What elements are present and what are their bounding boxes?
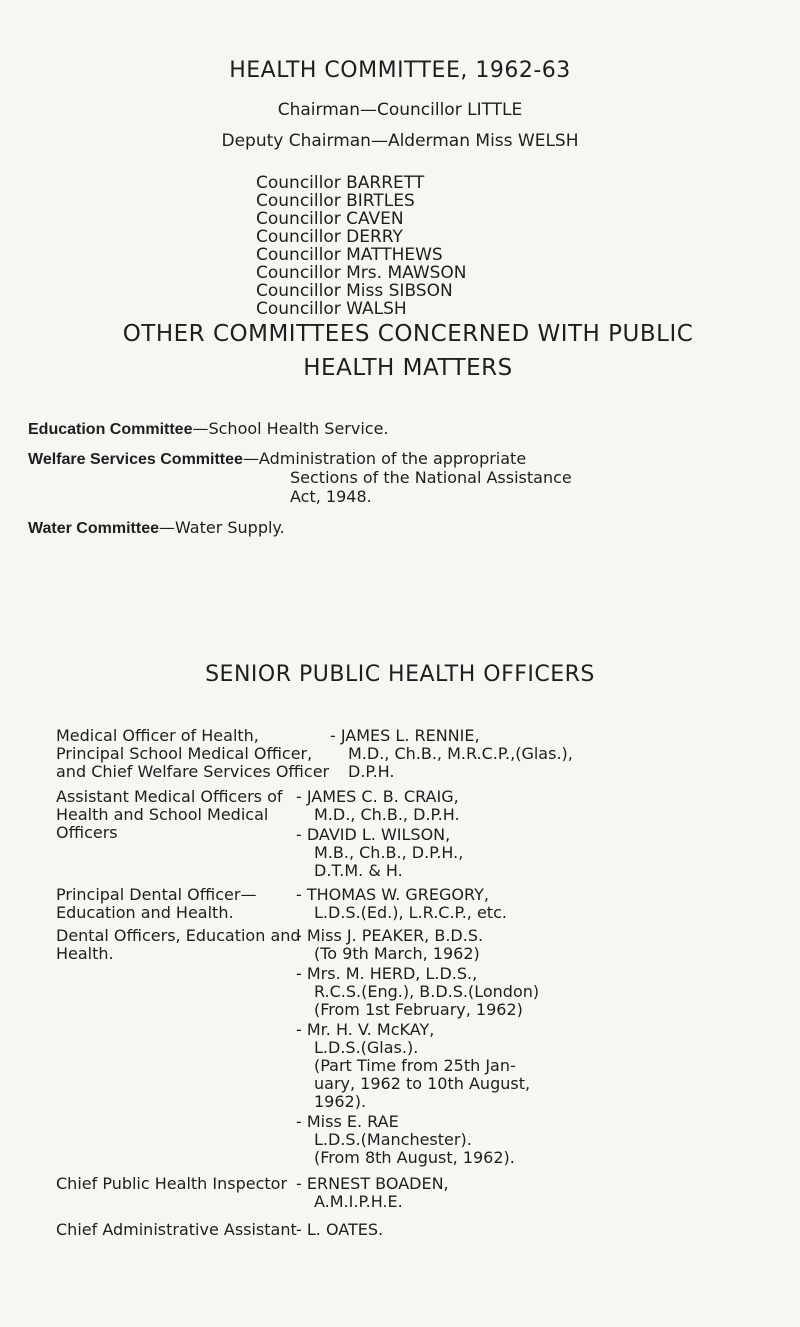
chairman-line: Chairman—Councillor LITTLE — [277, 100, 523, 120]
dental-officers-names — [296, 927, 539, 1167]
officer-name-line: L.D.S.(Glas.). — [314, 1038, 419, 1057]
officer-title-line: Officers — [56, 823, 118, 842]
officer-name-line: 1962). — [314, 1092, 367, 1111]
committee-members-list — [256, 174, 467, 318]
health-committee-title: HEALTH COMMITTEE, 1962-63 — [229, 58, 571, 83]
deputy-chairman-line: Deputy Chairman—Alderman Miss WELSH — [221, 131, 579, 151]
officer-name-line: (From 1st February, 1962) — [314, 1000, 523, 1019]
member-item: Councillor CAVEN — [256, 209, 404, 229]
officer-title-line: Health. — [56, 944, 114, 963]
member-item: Councillor MATTHEWS — [256, 245, 443, 265]
officer-title-line: Chief Administrative Assistant — [56, 1220, 297, 1239]
committee-name: Water Committee — [28, 520, 159, 537]
officer-name-line: M.D., Ch.B., D.P.H. — [314, 805, 460, 824]
officer-title-line: and Chief Welfare Services Officer — [56, 762, 330, 781]
officer-name-line: D.T.M. & H. — [314, 861, 403, 880]
member-item: Councillor BIRTLES — [256, 191, 415, 211]
officer-name-line: M.B., Ch.B., D.P.H., — [314, 843, 464, 862]
committee-desc-line: Act, 1948. — [290, 487, 372, 506]
officer-title-line: Dental Officers, Education and — [56, 926, 301, 945]
other-committees-title-line2: HEALTH MATTERS — [303, 355, 513, 381]
pdo-name — [296, 886, 507, 922]
committee-name: Welfare Services Committee — [28, 451, 243, 468]
officer-name-line: A.M.I.P.H.E. — [314, 1192, 403, 1211]
committee-desc-line: Sections of the National Assistance — [290, 468, 572, 487]
officer-name-line: - DAVID L. WILSON, — [296, 825, 451, 844]
cphi-name — [296, 1175, 449, 1211]
other-committees-title-line1: OTHER COMMITTEES CONCERNED WITH PUBLIC — [122, 321, 694, 347]
officer-name-line: - Mrs. M. HERD, L.D.S., — [296, 964, 478, 983]
officer-name-line: - L. OATES. — [296, 1220, 384, 1239]
officer-name-line: - THOMAS W. GREGORY, — [296, 885, 489, 904]
cadmin-name — [296, 1221, 383, 1239]
member-item: Councillor WALSH — [256, 299, 407, 319]
officer-name-line: (To 9th March, 1962) — [314, 944, 480, 963]
officer-title-line: Education and Health. — [56, 903, 234, 922]
member-item: Councillor Mrs. MAWSON — [256, 263, 467, 283]
cphi-title — [56, 1175, 287, 1193]
moh-name — [330, 727, 480, 745]
officer-title-line: Medical Officer of Health, — [56, 726, 259, 745]
member-item: Councillor DERRY — [256, 227, 403, 247]
committee-desc: —Water Supply. — [158, 518, 285, 537]
dental-officers-title — [56, 927, 301, 963]
officer-name-line: - JAMES L. RENNIE, — [330, 726, 480, 745]
member-item: Councillor BARRETT — [256, 173, 425, 193]
pdo-title — [56, 886, 256, 922]
officer-name-line: R.C.S.(Eng.), B.D.S.(London) — [314, 982, 540, 1001]
officer-name-line: L.D.S.(Ed.), L.R.C.P., etc. — [314, 903, 507, 922]
committee-desc: —Administration of the appropriate — [242, 449, 527, 468]
officer-name-line: (From 8th August, 1962). — [314, 1148, 515, 1167]
officer-title-line: Chief Public Health Inspector — [56, 1174, 288, 1193]
committee-desc: —School Health Service. — [192, 419, 389, 438]
officer-name-line: uary, 1962 to 10th August, — [314, 1074, 531, 1093]
cadmin-title — [56, 1221, 297, 1239]
education-committee-line — [28, 419, 389, 439]
member-item: Councillor Miss SIBSON — [256, 281, 453, 301]
welfare-committee-desc-cont — [290, 468, 572, 506]
officer-title-line: Assistant Medical Officers of — [56, 787, 283, 806]
moh-title — [56, 727, 329, 781]
officer-name-line: - ERNEST BOADEN, — [296, 1174, 449, 1193]
moh-qualifications — [348, 745, 573, 781]
officer-name-line: M.D., Ch.B., M.R.C.P.,(Glas.), — [348, 744, 573, 763]
officer-title-line: Health and School Medical — [56, 805, 269, 824]
asst-moh-title — [56, 788, 282, 842]
water-committee-line — [28, 518, 285, 538]
officer-name-line: D.P.H. — [348, 762, 395, 781]
officer-name-line: L.D.S.(Manchester). — [314, 1130, 472, 1149]
officer-name-line: - Miss J. PEAKER, B.D.S. — [296, 926, 484, 945]
officer-title-line: Principal School Medical Officer, — [56, 744, 313, 763]
welfare-committee-line — [28, 449, 526, 469]
officer-name-line: - Mr. H. V. McKAY, — [296, 1020, 435, 1039]
officer-name-line: - Miss E. RAE — [296, 1112, 399, 1131]
officer-name-line: - JAMES C. B. CRAIG, — [296, 787, 459, 806]
officer-name-line: (Part Time from 25th Jan- — [314, 1056, 516, 1075]
committee-name: Education Committee — [28, 421, 193, 438]
asst-moh-names — [296, 788, 463, 880]
senior-officers-title: SENIOR PUBLIC HEALTH OFFICERS — [205, 662, 595, 687]
officer-title-line: Principal Dental Officer— — [56, 885, 257, 904]
